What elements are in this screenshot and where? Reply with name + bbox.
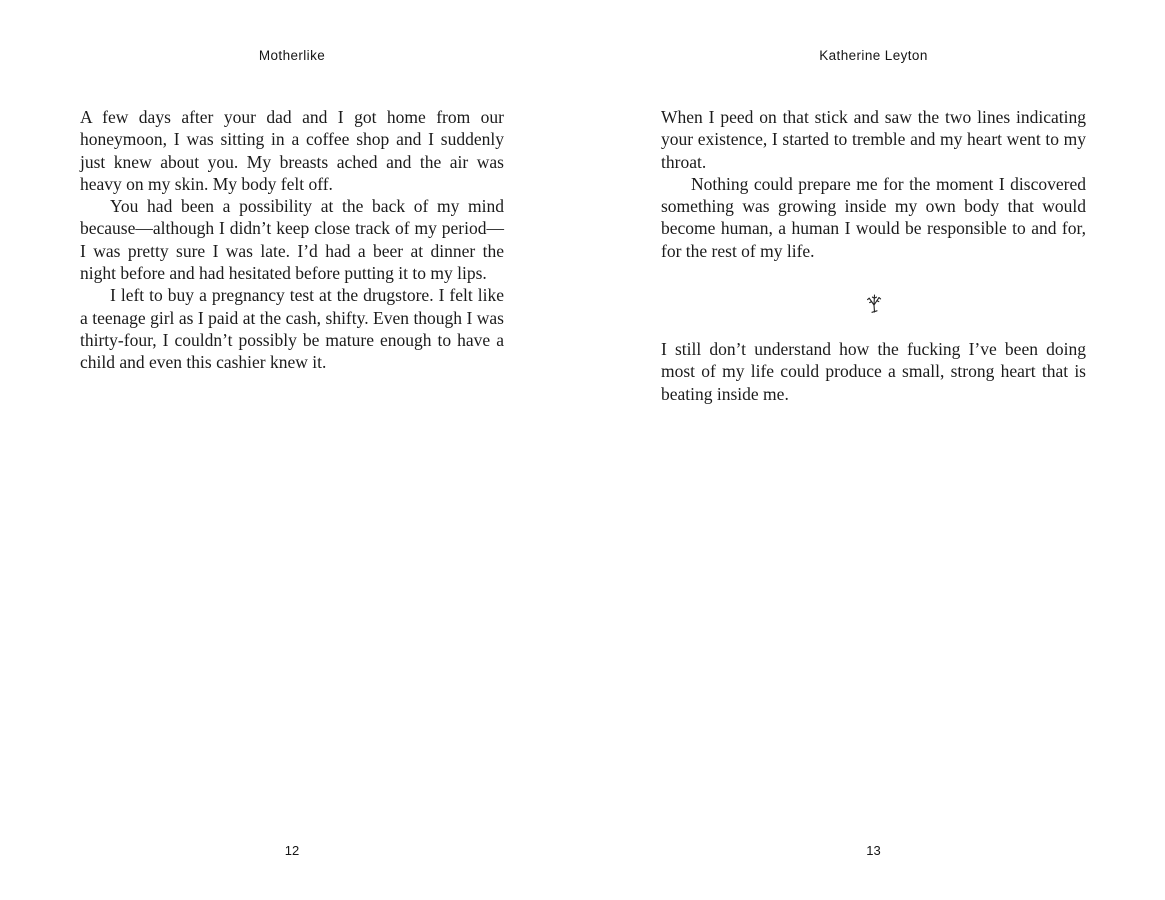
paragraph: You had been a possibility at the back of my mind because—although I didn’t keep close track of my period—I was pretty sure I was late. I’d had a beer at dinner the night before and had hesitated before putting it to my lips. [80,196,504,284]
running-header-left: Motherlike [258,48,326,63]
section-break [661,290,1086,312]
page-body-right [661,106,1086,405]
page-left [80,0,504,900]
page-body-left [80,106,504,374]
page-right [661,0,1086,900]
page-number-right: 13 [866,843,881,858]
paragraph: I still don’t understand how the fucking I’ve been doing most of my life could produce a small, strong heart that is beating inside me. [661,339,1086,404]
running-header-right: Katherine Leyton [819,48,928,63]
paragraph: I left to buy a pregnancy test at the drugstore. I felt like a teenage girl as I paid at the cash, shifty. Even though I was thirty-four, I couldn’t possibly be mature enough to have a child and even this cashier knew it. [80,285,504,373]
paragraph: Nothing could prepare me for the moment I discovered something was growing inside my own body that would become human, a human I would be responsible to and for, for the rest of my life. [661,173,1086,261]
page-number-left: 12 [284,843,300,858]
paragraph: When I peed on that stick and saw the two lines indicating your existence, I started to tremble and my heart went to my throat. [661,107,1086,172]
sprig-ornament-icon [866,291,882,311]
paragraph: A few days after your dad and I got home from our honeymoon, I was sitting in a coffee shop and I suddenly just knew about you. My breasts ached and the air was heavy on my skin. My body felt off. [80,107,504,194]
